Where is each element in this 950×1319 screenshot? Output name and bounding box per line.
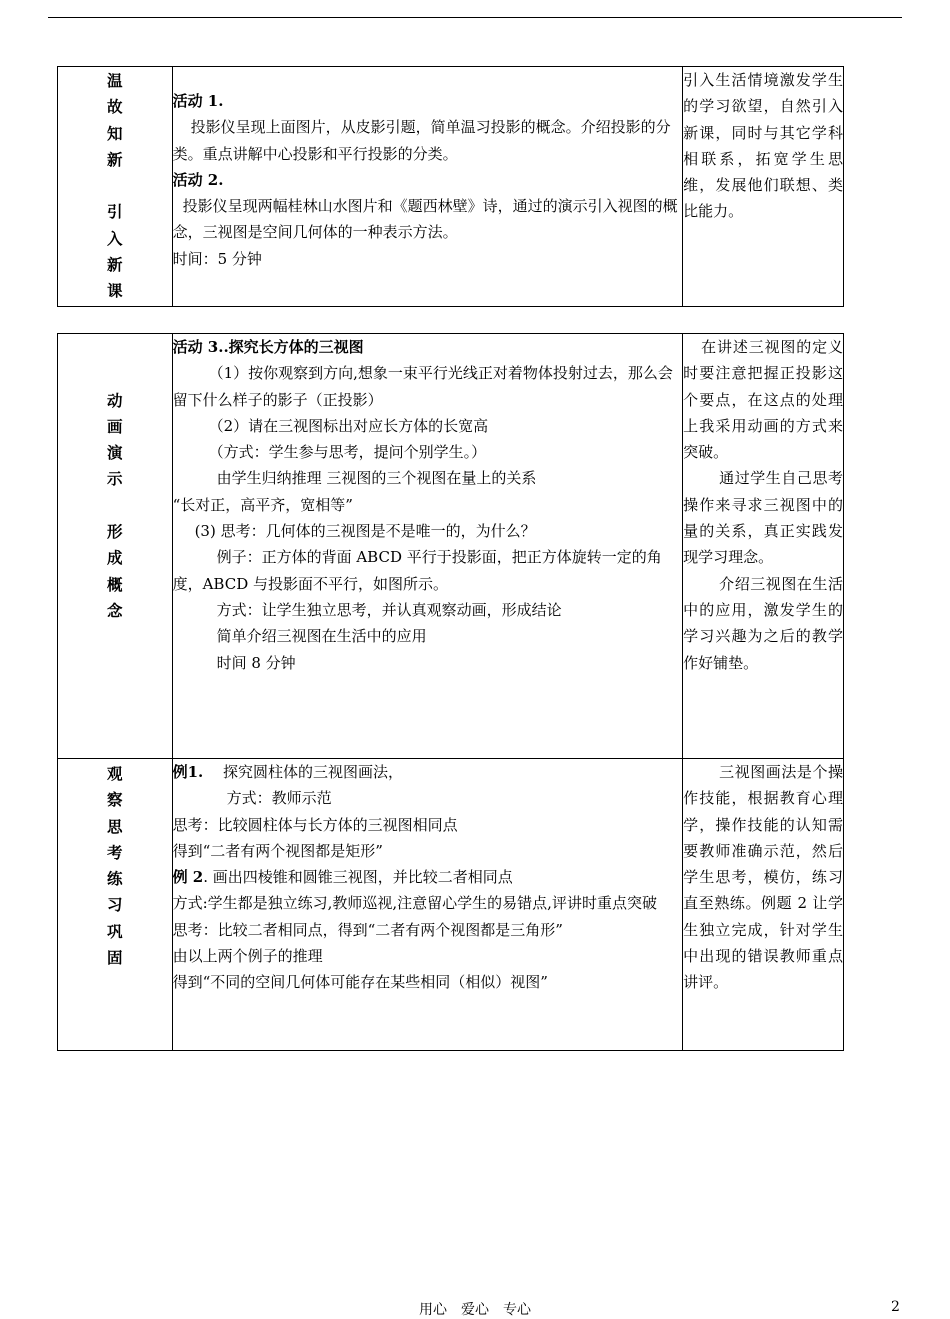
content-line: 方式：让学生独立思考，并认真观察动画，形成结论	[216, 600, 562, 619]
label-char	[58, 173, 172, 199]
content-line	[173, 864, 683, 890]
table-row	[58, 759, 844, 1051]
content-line: 方式:学生都是独立练习,教师巡视,注意留心学生的易错点,评讲时重点突破	[172, 894, 657, 913]
content-line: 思考：比较圆柱体与长方体的三视图相同点	[172, 815, 458, 834]
label-char: 思	[107, 816, 123, 836]
lesson-table-main	[57, 333, 844, 1051]
activity-content	[172, 67, 683, 307]
content-line	[173, 759, 683, 785]
label-char: 温	[107, 71, 123, 90]
label-char: 引	[107, 202, 123, 222]
label-char: 新	[107, 255, 123, 275]
content-line: 由以上两个例子的推理	[172, 947, 323, 966]
stage-label	[58, 759, 173, 1051]
label-char	[58, 493, 172, 519]
content-line: 活动 2.	[172, 170, 224, 189]
content-span: 例 2	[172, 868, 204, 887]
label-char: 故	[107, 97, 123, 117]
label-char: 观	[107, 764, 123, 783]
table-row	[58, 67, 844, 307]
content-line: “长对正，高平齐，宽相等”	[172, 495, 353, 514]
label-char: 新	[107, 149, 123, 169]
note-paragraph: 通过学生自己思考操作来寻求三视图中的量的关系，真正实践发现学习理念。	[683, 469, 843, 567]
design-note	[683, 334, 844, 759]
content-line: 得到“不同的空间几何体可能存在某些相同（相似）视图”	[172, 973, 548, 992]
content-line: 得到“二者有两个视图都是矩形”	[172, 841, 383, 860]
label-char: 画	[107, 416, 123, 436]
label-char	[58, 335, 172, 361]
content-line: （2）请在三视图标出对应长方体的长宽高	[208, 416, 489, 435]
label-char: 巩	[107, 921, 123, 941]
label-char: 念	[107, 600, 123, 620]
label-char: 察	[107, 790, 123, 810]
label-char: 动	[107, 390, 123, 410]
label-char: 入	[107, 228, 123, 248]
note-paragraph: 在讲述三视图的定义时要注意把握正投影这个要点，在这点的处理上我采用动画的方式来突破。	[683, 338, 843, 462]
content-span: 例1.	[172, 763, 204, 781]
content-span: 探究圆柱体的三视图画法，	[203, 763, 404, 781]
label-char	[58, 361, 172, 387]
content-line: 例子：正方体的背面 ABCD 平行于投影面，把正方体旋转一定的角度，ABCD 与投影面不平行，如图所示。	[172, 548, 662, 593]
content-line: 方式：教师示范	[226, 789, 332, 808]
content-line: （方式：学生参与思考，提问个别学生。）	[208, 443, 487, 462]
design-note	[683, 67, 844, 307]
note-paragraph: 三视图画法是个操作技能，根据教育心理学，操作技能的认知需要教师准确示范，然后学生思考，模仿，练习直至熟练。例题 2 让学生独立完成，针对学生中出现的错误教师重点讲评。	[683, 763, 843, 992]
table-row	[58, 334, 844, 759]
content-line: 活动 1.	[172, 92, 224, 110]
content-line: 由学生归纳推理 三视图的三个视图在量上的关系	[216, 469, 537, 488]
label-char: 示	[107, 469, 123, 489]
stage-label	[58, 67, 173, 307]
label-char: 习	[107, 895, 123, 915]
lesson-table-review	[57, 66, 844, 307]
label-char: 形	[107, 522, 123, 542]
content-line: 时间：5 分钟	[172, 249, 262, 268]
label-char: 课	[107, 281, 123, 301]
content-line: (3) 思考：几何体的三视图是不是唯一的，为什么？	[194, 522, 536, 541]
page-number: 2	[891, 1299, 900, 1315]
label-char: 知	[107, 123, 123, 143]
label-char: 概	[107, 574, 123, 594]
label-char: 练	[107, 869, 123, 889]
header-rule	[48, 17, 902, 18]
note-paragraph: 介绍三视图在生活中的应用，激发学生的学习兴趣为之后的教学作好铺垫。	[683, 574, 843, 672]
design-note	[683, 759, 844, 1051]
label-char: 成	[107, 548, 123, 568]
activity-content	[172, 759, 683, 1051]
content-line: 投影仪呈现两幅桂林山水图片和《题西林壁》诗，通过的演示引入视图的概念，三视图是空间几何体的一种表示方法。	[172, 197, 678, 242]
note-paragraph: 引入生活情境激发学生的学习欲望，自然引入新课，同时与其它学科相联系，拓宽学生思维，发展他们联想、类比能力。	[683, 71, 843, 221]
content-span: . 画出四棱锥和圆锥三视图，并比较二者相同点	[203, 868, 513, 887]
content-line: 时间 8 分钟	[216, 653, 296, 672]
label-char: 考	[107, 842, 123, 862]
label-char: 固	[107, 948, 123, 968]
content-line: （1）按你观察到方向,想象一束平行光线正对着物体投射过去，那么会留下什么样子的影子（正投影）	[172, 364, 673, 409]
activity-content	[172, 334, 683, 759]
stage-label	[58, 334, 173, 759]
content-line: 思考：比较二者相同点，得到“二者有两个视图都是三角形”	[172, 920, 563, 939]
content-line: 投影仪呈现上面图片，从皮影引题，简单温习投影的概念。介绍投影的分类。重点讲解中心投影和平行投影的分类。	[172, 118, 671, 163]
label-char: 演	[107, 443, 123, 463]
page-footer: 用心 爱心 专心	[419, 1302, 531, 1318]
content-line: 简单介绍三视图在生活中的应用	[216, 627, 427, 646]
content-line: 活动 3..探究长方体的三视图	[172, 338, 364, 356]
